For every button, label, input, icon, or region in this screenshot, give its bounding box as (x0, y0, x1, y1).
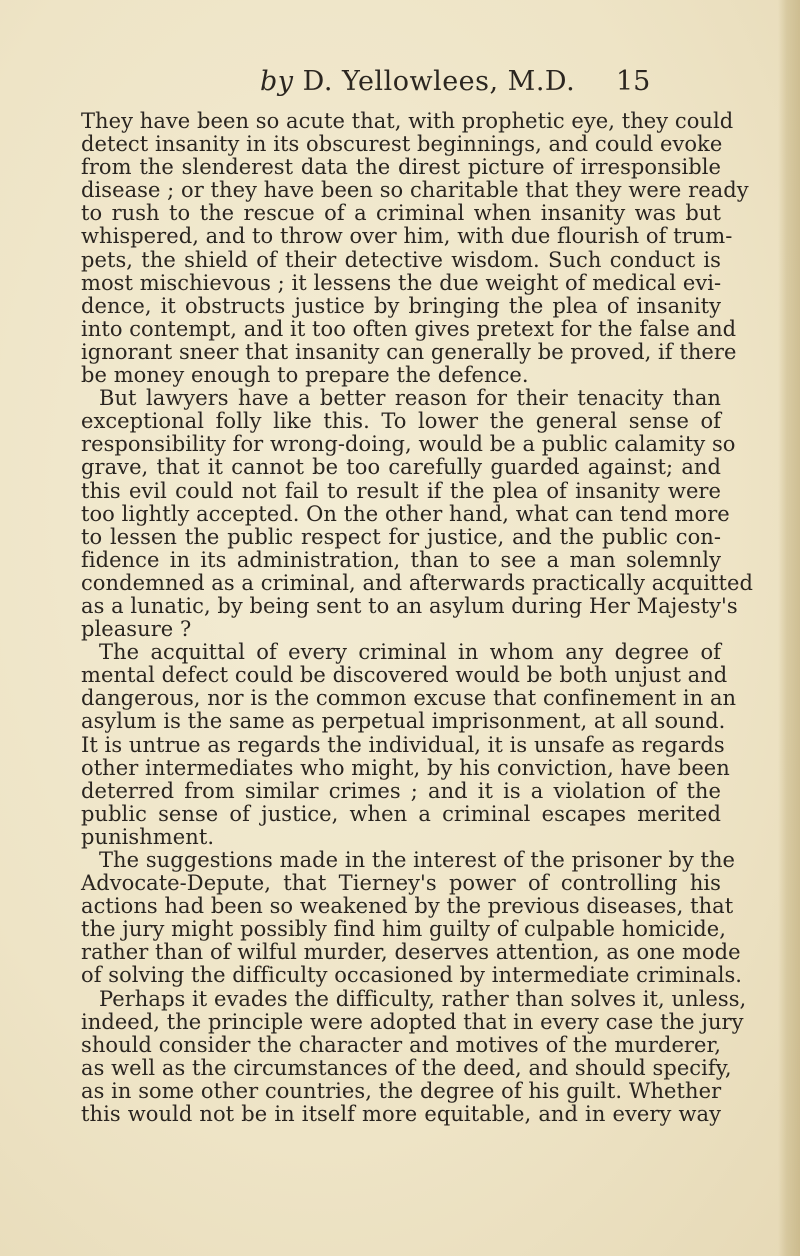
text-line: this evil could not fail to result if the plea of insanity were (81, 478, 721, 503)
text-line: They have been so acute that, with prophetic eye, they could (81, 109, 734, 133)
text-line: disease ; or they have been so charitable that they were ready (81, 178, 749, 203)
text-line: rather than of wilful murder, deserves attention, as one mode (81, 940, 741, 965)
text-line: The acquittal of every criminal in whom any degree of (99, 640, 721, 665)
running-head-author: D. Yellowlees, M.D. (293, 66, 576, 97)
text-line: from the slenderest data the direst picture of irresponsible (81, 155, 721, 180)
text-line: to lessen the public respect for justice, and the public con- (81, 524, 721, 549)
text-line: punishment. (81, 824, 215, 849)
text-line: pleasure ? (81, 617, 192, 642)
text-line: as a lunatic, by being sent to an asylum during Her Majesty's (81, 593, 738, 618)
running-head (260, 66, 575, 97)
text-line: pets, the shield of their detective wisdom. Such conduct is (81, 247, 721, 272)
text-line: deterred from similar crimes ; and it is a violation of the (81, 778, 721, 803)
text-line: this would not be in itself more equitable, and in every way (81, 1102, 721, 1127)
text-line: dangerous, nor is the common excuse that confinement in an (81, 686, 737, 711)
text-line: fidence in its administration, than to see a man solemnly (81, 547, 721, 572)
text-line: indeed, the principle were adopted that in every case the jury (81, 1009, 744, 1034)
text-line: exceptional folly like this. To lower the general sense of (81, 409, 721, 434)
text-line: It is untrue as regards the individual, it is unsafe as regards (81, 732, 725, 757)
text-line: condemned as a criminal, and afterwards practically acquitted (81, 570, 753, 595)
text-line: the jury might possibly find him guilty of culpable homicide, (81, 917, 726, 942)
text-line: into contempt, and it too often gives pretext for the false and (81, 316, 737, 341)
text-line: whispered, and to throw over him, with due flourish of trum- (81, 224, 733, 249)
text-line: mental defect could be discovered would be both unjust and (81, 663, 728, 688)
text-line: actions had been so weakened by the previous diseases, that (81, 894, 734, 919)
text-line: should consider the character and motives of the murderer, (81, 1032, 721, 1057)
text-line: other intermediates who might, by his conviction, have been (81, 755, 730, 780)
text-line: detect insanity in its obscurest beginnings, and could evoke (81, 132, 723, 157)
body-text (81, 109, 753, 1127)
text-line: The suggestions made in the interest of the prisoner by the (99, 848, 735, 872)
text-line: But lawyers have a better reason for their tenacity than (99, 386, 721, 411)
text-line: as well as the circumstances of the deed, and should specify, (81, 1055, 732, 1080)
text-line: dence, it obstructs justice by bringing the plea of insanity (81, 293, 721, 318)
text-line: responsibility for wrong-doing, would be a public calamity so (81, 432, 736, 457)
text-line: too lightly accepted. On the other hand, what can tend more (81, 501, 730, 526)
page-header (80, 66, 720, 106)
text-line: be money enough to prepare the defence. (81, 363, 529, 388)
text-line: public sense of justice, when a criminal escapes merited (81, 801, 721, 826)
text-line: of solving the difficulty occasioned by intermediate criminals. (81, 963, 743, 988)
text-line: to rush to the rescue of a criminal when insanity was but (81, 201, 721, 226)
text-line: grave, that it cannot be too carefully guarded against; and (81, 455, 721, 480)
text-line: most mischievous ; it lessens the due weight of medical evi- (81, 270, 722, 295)
page-edge-shadow (778, 0, 800, 1256)
page-number: 15 (616, 66, 651, 97)
text-line: ignorant sneer that insanity can generally be proved, if there (81, 339, 737, 364)
text-line: asylum is the same as perpetual imprisonment, at all sound. (81, 709, 726, 734)
text-line: Advocate-Depute, that Tierney's power of controlling his (81, 871, 721, 896)
running-head-by: by (260, 66, 294, 97)
text-line: Perhaps it evades the difficulty, rather than solves it, unless, (99, 986, 747, 1011)
text-line: as in some other countries, the degree of his guilt. Whether (81, 1078, 722, 1103)
